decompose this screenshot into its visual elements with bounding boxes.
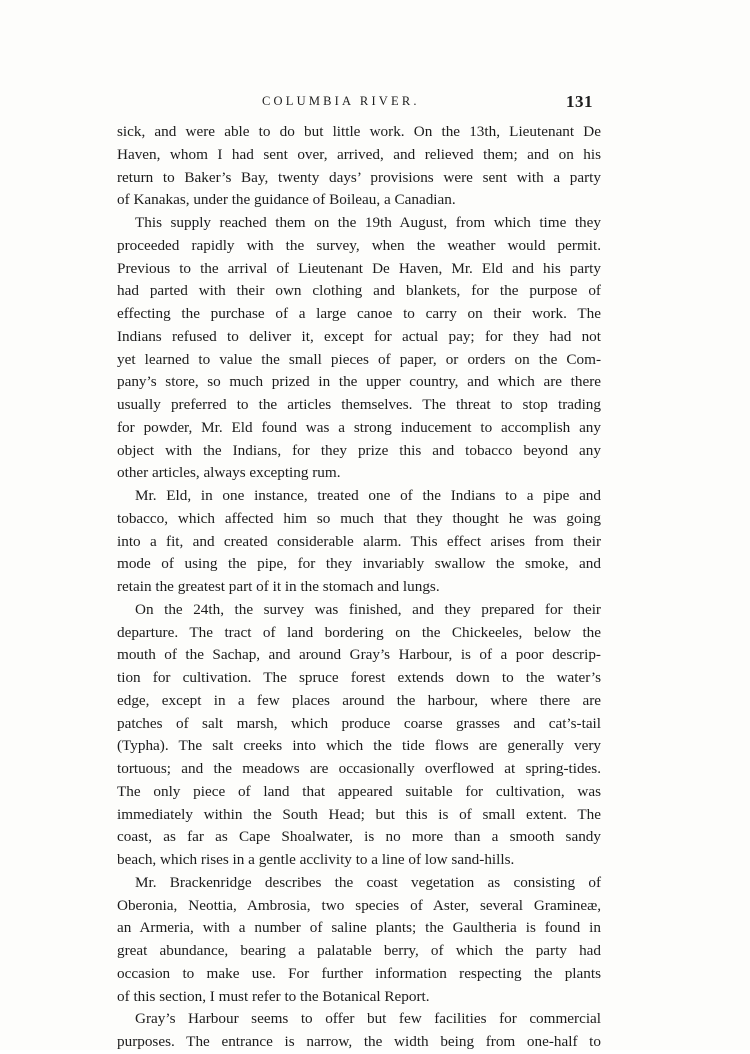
text-line: pany’s store, so much prized in the upper country, and which are there bbox=[117, 373, 601, 391]
paragraph bbox=[117, 212, 601, 485]
paragraph bbox=[117, 1008, 601, 1054]
text-line: This supply reached them on the 19th August, from which time they bbox=[135, 214, 601, 231]
text-line: purposes. The entrance is narrow, the width being from one-half to bbox=[117, 1033, 601, 1050]
text-line: Indians refused to deliver it, except for actual pay; for they had not bbox=[117, 327, 601, 345]
paragraph bbox=[117, 872, 601, 1009]
page-number: 131 bbox=[566, 92, 593, 111]
paragraph bbox=[117, 485, 601, 599]
text-line: Gray’s Harbour seems to offer but few facilities for commercial bbox=[135, 1010, 601, 1028]
text-line: Mr. Brackenridge describes the coast vegetation as consisting of bbox=[135, 873, 601, 891]
text-line: for powder, Mr. Eld found was a strong inducement to accomplish any bbox=[117, 418, 601, 436]
text-line: Oberonia, Neottia, Ambrosia, two species of Aster, several Gramineæ, bbox=[117, 896, 601, 914]
text-line: tobacco, which affected him so much that they thought he was going bbox=[117, 509, 601, 527]
text-line: of Kanakas, under the guidance of Boileau, a Canadian. bbox=[117, 191, 456, 209]
text-line: tion for cultivation. The spruce forest extends down to the water’s bbox=[117, 669, 601, 686]
text-line: proceeded rapidly with the survey, when the weather would permit. bbox=[117, 236, 601, 254]
text-line: occasion to make use. For further information respecting the plants bbox=[117, 964, 601, 982]
text-line: immediately within the South Head; but this is of small extent. The bbox=[117, 805, 601, 823]
running-head bbox=[0, 92, 750, 116]
text-line: object with the Indians, for they prize this and tobacco beyond any bbox=[117, 441, 601, 459]
text-line: departure. The tract of land bordering on the Chickeeles, below the bbox=[117, 623, 601, 641]
text-line: The only piece of land that appeared suitable for cultivation, was bbox=[117, 782, 601, 800]
text-line: yet learned to value the small pieces of paper, or orders on the Com- bbox=[117, 350, 601, 368]
text-line: (Typha). The salt creeks into which the tide flows are generally very bbox=[117, 737, 601, 755]
text-line: Previous to the arrival of Lieutenant De Haven, Mr. Eld and his party bbox=[117, 259, 601, 277]
text-line: retain the greatest part of it in the stomach and lungs. bbox=[117, 578, 440, 595]
text-line: coast, as far as Cape Shoalwater, is no more than a smooth sandy bbox=[117, 828, 601, 846]
text-line: into a fit, and created considerable alarm. This effect arises from their bbox=[117, 532, 601, 550]
text-line: Haven, whom I had sent over, arrived, and relieved them; and on his bbox=[117, 145, 601, 163]
paragraph bbox=[117, 121, 601, 212]
text-line: On the 24th, the survey was finished, and they prepared for their bbox=[135, 600, 601, 618]
text-line: sick, and were able to do but little work. On the 13th, Lieutenant De bbox=[117, 123, 601, 140]
text-line: usually preferred to the articles themselves. The threat to stop trading bbox=[117, 396, 601, 413]
text-line: of this section, I must refer to the Botanical Report. bbox=[117, 987, 430, 1005]
paragraph bbox=[117, 599, 601, 872]
text-line: mode of using the pipe, for they invariably swallow the smoke, and bbox=[117, 555, 601, 573]
text-line: had parted with their own clothing and blankets, for the purpose of bbox=[117, 282, 601, 300]
text-line: Mr. Eld, in one instance, treated one of the Indians to a pipe and bbox=[135, 487, 601, 504]
text-line: an Armeria, with a number of saline plants; the Gaultheria is found in bbox=[117, 919, 601, 937]
body-text bbox=[117, 121, 601, 1054]
text-line: return to Baker’s Bay, twenty days’ provisions were sent with a party bbox=[117, 168, 601, 186]
running-title: COLUMBIA RIVER. bbox=[262, 94, 420, 108]
text-line: other articles, always excepting rum. bbox=[117, 464, 341, 482]
text-line: beach, which rises in a gentle acclivity to a line of low sand-hills. bbox=[117, 851, 515, 868]
text-line: patches of salt marsh, which produce coarse grasses and cat’s-tail bbox=[117, 714, 601, 732]
text-line: edge, except in a few places around the harbour, where there are bbox=[117, 691, 601, 709]
text-line: mouth of the Sachap, and around Gray’s Harbour, is of a poor descrip- bbox=[117, 646, 601, 664]
text-line: effecting the purchase of a large canoe to carry on their work. The bbox=[117, 305, 601, 322]
text-line: great abundance, bearing a palatable berry, of which the party had bbox=[117, 942, 601, 959]
text-line: tortuous; and the meadows are occasionally overflowed at spring-tides. bbox=[117, 760, 601, 777]
